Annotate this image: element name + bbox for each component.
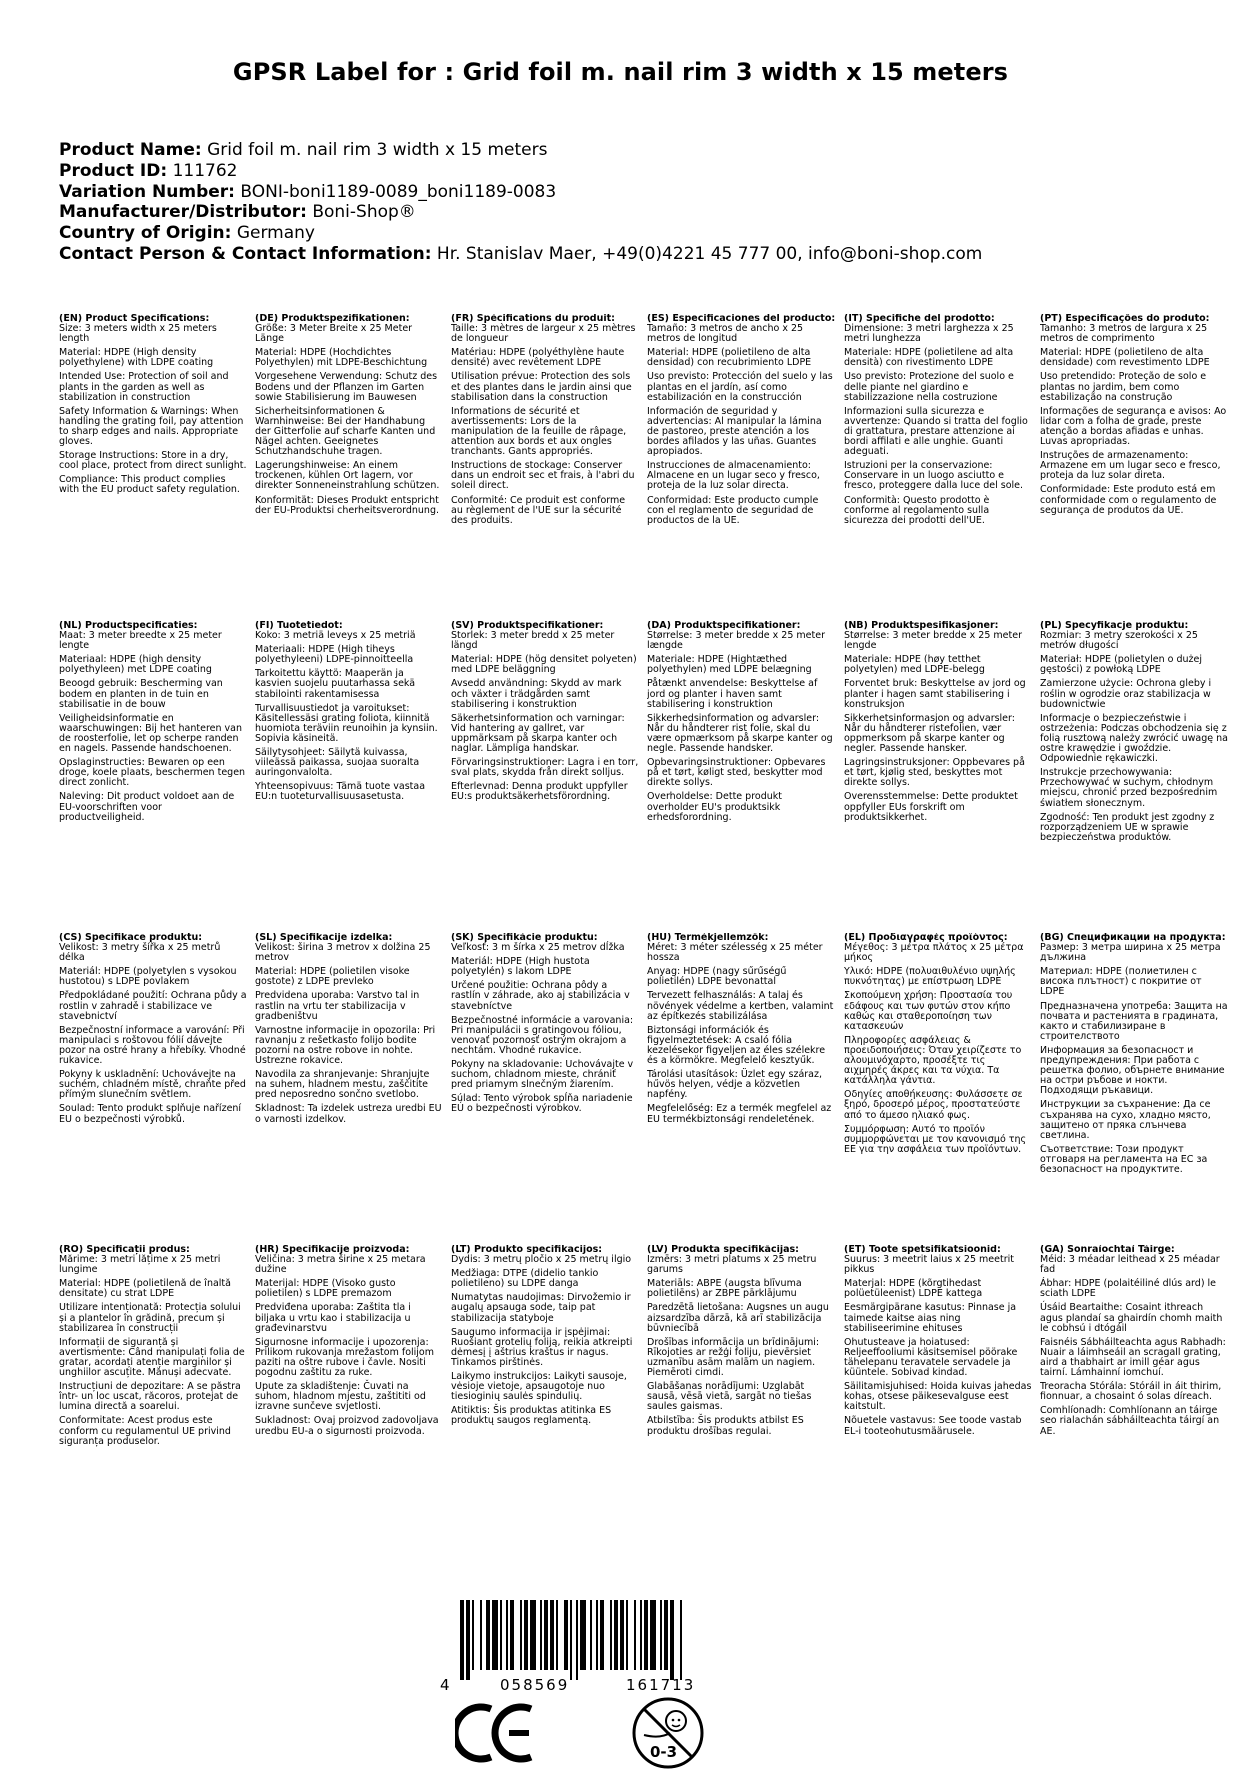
- spec-paragraph: Veiligheidsinformatie en waarschuwingen: Bij het hanteren van de roosterfolie, let op scherpe randen en nagels. Passende handschoenen.: [59, 712, 242, 755]
- spec-paragraph: Varnostne informacije in opozorila: Pri ravnanju z rešetkasto folijo bodite pozorni na ostre robove in nohte. Ustrezne rokavice.: [255, 1024, 436, 1067]
- spec-paragraph: Съответствие: Този продукт отговаря на регламента на ЕС за безопасност на продуктите.: [1040, 1143, 1208, 1175]
- spec-paragraph: Informazioni sulla sicurezza e avvertenze: Quando si tratta del foglio di grattatura, prestare attenzione ai bordi affilati e alle unghie. Guanti adeguati.: [844, 405, 1028, 458]
- spec-paragraph: Storlek: 3 meter bredd x 25 meter längd: [451, 630, 615, 652]
- spec-paragraph: Säilytysohjeet: Säilytä kuivassa, viileässä paikassa, suojaa suoralta auringonvalolta.: [255, 747, 420, 779]
- spec-paragraph: Compliance: This product complies with the EU product safety regulation.: [59, 474, 240, 496]
- spec-paragraph: Instrukcje przechowywania: Przechowywać w suchym, chłodnym miejscu, chronić przed bezpośrednim światłem słonecznym.: [1040, 767, 1218, 809]
- spec-paragraph: Naleving: Dit product voldoet aan de EU-voorschriften voor productveiligheid.: [59, 791, 235, 823]
- info-value: Boni-Shop®: [312, 202, 416, 223]
- barcode-bar: [670, 1600, 674, 1680]
- spec-heading: (FR) Spécifications du produit:: [451, 314, 615, 324]
- barcode-bar: [460, 1600, 464, 1680]
- spec-paragraph: Zamierzone użycie: Ochrona gleby i roślin w ogrodzie oraz stabilizacja w budownictwie: [1040, 678, 1212, 710]
- barcode-digits-right: 161713: [626, 1676, 696, 1694]
- spec-paragraph: Beoogd gebruik: Bescherming van bodem en planten in de tuin en stabilisatie in de bouw: [59, 678, 223, 710]
- spec-paragraph: Matériau: HDPE (polyéthylène haute densité) avec revêtement LDPE: [451, 347, 625, 369]
- spec-paragraph: Conformitate: Acest produs este conform cu regulamentul UE privind siguranța produselor.: [59, 1415, 231, 1447]
- spec-paragraph: Vorgesehene Verwendung: Schutz des Bodens und der Pflanzen im Garten sowie Stabilisierung im Bauwesen: [255, 371, 438, 403]
- spec-paragraph: Biztonsági információk és figyelmeztetések: A csaló fólia kezelésekor figyeljen az éles szélekre és a körmökre. Megfelelő kesztyűk.: [647, 1024, 826, 1067]
- spec-paragraph: Megfelelőség: Ez a termék megfelel az EU termékbiztonsági rendeletének.: [647, 1103, 832, 1125]
- spec-block: [451, 933, 639, 1233]
- spec-paragraph: Utilisation prévue: Protection des sols et des plantes dans le jardin ainsi que stabilisation dans la construction: [451, 371, 632, 403]
- spec-paragraph: Izmērs: 3 metri platums x 25 metru garums: [647, 1254, 817, 1276]
- spec-paragraph: Intended Use: Protection of soil and plants in the garden as well as stabilization in construction: [59, 371, 229, 403]
- spec-heading: (HU) Termékjellemzők:: [647, 933, 769, 943]
- spec-paragraph: Ohutusteave ja hoiatused: Reljeeffooliumi käsitsemisel pöörake tähelepanu teravatele servadele ja küüntele. Sobivad kindad.: [844, 1336, 1018, 1379]
- spec-paragraph: Conformidad: Este producto cumple con el reglamento de seguridad de productos de la UE.: [647, 494, 819, 526]
- spec-paragraph: Lagringsinstruksjoner: Oppbevares på et tørt, kjølig sted, beskyttes mot direkte sollys.: [844, 757, 1025, 789]
- barcode-bar: [620, 1600, 624, 1670]
- spec-paragraph: Atitiktis: Šis produktas atitinka ES produktų saugos reglamentą.: [451, 1405, 612, 1427]
- spec-paragraph: Avsedd användning: Skydd av mark och växter i trädgården samt stabilisering i konstruktion: [451, 678, 622, 710]
- spec-paragraph: Πληροφορίες ασφάλειας & προειδοποιήσεις: Όταν χειρίζεστε το αλουμινόχαρτο, προσέξτε τις αιχμηρές άκρες και τα νύχια. Τα κατάλληλα γάντια.: [844, 1034, 1022, 1087]
- spec-heading: (RO) Specificații produs:: [59, 1245, 190, 1255]
- spec-paragraph: Tervezett felhasználás: A talaj és növények védelme a kertben, valamint az építkezés stabilizálása: [647, 990, 834, 1022]
- spec-heading: (SL) Specifikacije izdelka:: [255, 933, 393, 943]
- barcode-bar: [626, 1600, 628, 1670]
- spec-paragraph: Размер: 3 метра ширина x 25 метра дължина: [1040, 942, 1221, 964]
- spec-paragraph: Anyag: HDPE (nagy sűrűségű polietilén) LDPE bevonattal: [647, 966, 787, 988]
- barcode-bar: [664, 1600, 668, 1670]
- barcode-digits-left: 058569: [500, 1676, 570, 1694]
- info-label: Variation Number:: [59, 181, 235, 202]
- spec-paragraph: Συμμόρφωση: Αυτό το προϊόν συμμορφώνεται με τον κανονισμό της ΕΕ για την ασφάλεια των προϊόντων.: [844, 1123, 1027, 1155]
- barcode-bar: [590, 1600, 592, 1670]
- spec-paragraph: Forventet bruk: Beskyttelse av jord og planter i hagen samt stabilisering i konstruksjon: [844, 678, 1026, 710]
- spec-block: [844, 933, 1032, 1233]
- barcode-bar: [576, 1600, 578, 1680]
- spec-paragraph: Conformité: Ce produit est conforme au règlement de l'UE sur la sécurité des produits.: [451, 494, 626, 526]
- spec-heading: (FI) Tuotetiedot:: [255, 621, 343, 631]
- spec-paragraph: Material: HDPE (polietileno de alta densidad) con recubrimiento LDPE: [647, 347, 812, 369]
- spec-paragraph: Tamaño: 3 metros de ancho x 25 metros de longitud: [647, 323, 804, 345]
- spec-heading: (CS) Specifikace produktu:: [59, 933, 203, 943]
- info-row: [59, 223, 982, 244]
- barcode-bar: [530, 1600, 536, 1670]
- ce-mark-icon: [455, 1703, 537, 1763]
- barcode-bar: [596, 1600, 598, 1670]
- spec-heading: (SK) Špecifikácie produktu:: [451, 933, 598, 943]
- spec-paragraph: Mărime: 3 metri lățime x 25 metri lungime: [59, 1254, 221, 1276]
- spec-block: [844, 621, 1032, 921]
- spec-paragraph: Instrucciones de almacenamiento: Almacene en un lugar seco y fresco, proteja de la luz solar directa.: [647, 460, 820, 492]
- info-row: [59, 202, 982, 223]
- spec-paragraph: Instructions de stockage: Conserver dans un endroit sec et frais, à l'abri du soleil direct.: [451, 460, 635, 492]
- info-value: 111762: [172, 160, 238, 181]
- spec-paragraph: Numatytas naudojimas: Dirvožemio ir augalų apsauga sode, taip pat stabilizacija statyboje: [451, 1292, 631, 1324]
- spec-paragraph: Úsáid Beartaithe: Cosaint ithreach agus plandaí sa ghairdín chomh maith le cobhsú i dtógáil: [1040, 1302, 1223, 1334]
- spec-paragraph: Información de seguridad y advertencias: Al manipular la lámina de pastoreo, preste atención a los bordes afilados y las uñas. Guantes apropiados.: [647, 405, 822, 458]
- spec-block: [255, 933, 443, 1233]
- spec-paragraph: Uso previsto: Protezione del suolo e delle piante nel giardino e stabilizzazione nella costruzione: [844, 371, 1014, 403]
- spec-paragraph: Σκοπούμενη χρήση: Προστασία του εδάφους και των φυτών στον κήπο καθώς και σταθεροποίηση των κατασκευών: [844, 990, 1013, 1032]
- spec-block: [1040, 314, 1228, 614]
- spec-paragraph: Υλικό: HDPE (πολυαιθυλένιο υψηλής πυκνότητας) με επίστρωση LDPE: [844, 966, 1016, 988]
- spec-paragraph: Medžiaga: DTPE (didelio tankio polietileno) su LDPE danga: [451, 1268, 599, 1290]
- spec-paragraph: Predviđena uporaba: Zaštita tla i biljaka u vrtu kao i stabilizacija u građevinarstvu: [255, 1302, 411, 1334]
- spec-paragraph: Treoracha Stórála: Stóráil in áit thirim, fionnuar, a chosaint ó solas díreach.: [1040, 1381, 1222, 1403]
- barcode-bar: [644, 1600, 648, 1670]
- spec-paragraph: Materiál: HDPE (High hustota polyetylén) s lakom LDPE: [451, 956, 590, 978]
- spec-paragraph: Sikkerhetsinformasjon og advarsler: Når du håndterer ristefolien, vær oppmerksom på skarpe kanter og negler. Passende hansker.: [844, 712, 1015, 755]
- spec-paragraph: Påtænkt anvendelse: Beskyttelse af jord og planter i haven samt stabilisering i konstruktion: [647, 678, 818, 710]
- spec-heading: (LV) Produkta specifikācijas:: [647, 1245, 799, 1255]
- spec-paragraph: Soulad: Tento produkt splňuje nařízení EU o bezpečnosti výrobků.: [59, 1103, 242, 1125]
- spec-paragraph: Size: 3 meters width x 25 meters length: [59, 323, 217, 345]
- spec-paragraph: Pokyny k uskladnění: Uchovávejte na suchém, chladném místě, chraňte před přímým slunečním světlem.: [59, 1069, 246, 1101]
- barcode-bar: [640, 1600, 642, 1670]
- spec-paragraph: Conformidade: Este produto está em conformidade com o regulamento de segurança de produtos da UE.: [1040, 484, 1217, 516]
- spec-paragraph: Saugumo informacija ir įspėjimai: Ruošiant grotelių foliją, reikia atkreipti dėmesį į aštrius kraštus ir nagus. Tinkamos pirštinės.: [451, 1326, 633, 1368]
- spec-paragraph: Informations de sécurité et avertissements: Lors de la manipulation de la feuille de râpage, attention aux bords et aux ongles tranchants. Gants appropriés.: [451, 405, 627, 458]
- spec-block: [59, 314, 247, 614]
- barcode-bar: [480, 1600, 482, 1670]
- spec-block: [647, 1245, 835, 1545]
- spec-paragraph: Materiāls: ABPE (augsta blīvuma polietilēns) ar ZBPE pārklājumu: [647, 1278, 802, 1300]
- barcode-bar: [564, 1600, 568, 1670]
- spec-paragraph: Størrelse: 3 meter bredde x 25 meter længde: [647, 630, 825, 652]
- spec-paragraph: Instruções de armazenamento: Armazene em um lugar seco e fresco, proteja da luz solar direta.: [1040, 450, 1221, 482]
- spec-paragraph: Bezpečnostné informácie a varovania: Pri manipulácii s gratingovou fóliou, venovať pozornosť ostrým okrajom a nechtám. Vhodné rukavice.: [451, 1014, 634, 1056]
- spec-paragraph: Materiaal: HDPE (high density polyethyleen) met LDPE coating: [59, 654, 212, 676]
- spec-block: [451, 314, 639, 614]
- info-label: Manufacturer/Distributor:: [59, 202, 307, 223]
- spec-block: [59, 1245, 247, 1545]
- spec-heading: (BG) Спецификации на продукта:: [1040, 933, 1226, 943]
- spec-paragraph: Yhteensopivuus: Tämä tuote vastaa EU:n tuoteturvallisuusasetusta.: [255, 781, 426, 803]
- spec-heading: (DE) Produktspezifikationen:: [255, 314, 410, 324]
- spec-paragraph: Material: HDPE (polietilen visoke gostote) z LDPE prevleko: [255, 966, 410, 988]
- spec-paragraph: Μέγεθος: 3 μέτρα πλάτος x 25 μέτρα μήκος: [844, 942, 1024, 964]
- spec-paragraph: Eesmärgipärane kasutus: Pinnase ja taimede kaitse aias ning stabiliseerimine ehituses: [844, 1302, 1017, 1334]
- barcode-bar: [472, 1600, 474, 1670]
- spec-heading: (DA) Produktspecifikationer:: [647, 621, 801, 631]
- spec-block: [844, 1245, 1032, 1545]
- spec-paragraph: Súlad: Tento výrobok spĺňa nariadenie EÚ o bezpečnosti výrobkov.: [451, 1093, 633, 1115]
- spec-paragraph: Säkerhetsinformation och varningar: Vid hantering av gallret, var uppmärksam på skarpa kanter och naglar. Lämpliga handskar.: [451, 712, 625, 755]
- spec-block: [59, 933, 247, 1233]
- spec-paragraph: Istruzioni per la conservazione: Conservare in un luogo asciutto e fresco, proteggere dalla luce del sole.: [844, 460, 1024, 492]
- spec-paragraph: Suurus: 3 meetrit laius x 25 meetrit pikkus: [844, 1254, 1014, 1276]
- spec-paragraph: Utilizare intenționată: Protecția solului și a plantelor în grădină, precum și stabilizarea în construcții: [59, 1302, 241, 1334]
- info-value: Grid foil m. nail rim 3 width x 15 meters: [207, 140, 548, 160]
- spec-paragraph: Sikkerhedsinformation og advarsler: Når du håndterer rist folie, skal du være opmærksom på skarpe kanter og negle. Passende handsker.: [647, 712, 833, 755]
- spec-heading: (PL) Specyfikacje produktu:: [1040, 621, 1189, 631]
- spec-paragraph: Conformità: Questo prodotto è conforme al regolamento sulla sicurezza dei prodotti dell'UE.: [844, 494, 990, 526]
- barcode-bar: [600, 1600, 604, 1670]
- spec-paragraph: Safety Information & Warnings: When handling the grating foil, pay attention to sharp edges and nails. Appropriate gloves.: [59, 405, 244, 448]
- spec-block: [255, 621, 443, 921]
- info-row: [59, 244, 982, 265]
- spec-paragraph: Οδηγίες αποθήκευσης: Φυλάσσετε σε ξηρό, δροσερό μέρος, προστατεύστε από το άμεσο ηλιακό φως.: [844, 1089, 1023, 1121]
- spec-paragraph: Material: HDPE (polietileno de alta densidade) com revestimento LDPE: [1040, 347, 1210, 369]
- spec-paragraph: Dimensione: 3 metri larghezza x 25 metri lunghezza: [844, 323, 1014, 345]
- spec-heading: (IT) Specifiche del prodotto:: [844, 314, 995, 324]
- spec-paragraph: Maat: 3 meter breedte x 25 meter lengte: [59, 630, 222, 652]
- barcode-bar: [614, 1600, 618, 1670]
- spec-paragraph: Materiale: HDPE (polietilene ad alta densità) con rivestimento LDPE: [844, 347, 1014, 369]
- info-row: [59, 161, 982, 182]
- spec-paragraph: Materijal: HDPE (Visoko gusto polietilen) s LDPE premazom: [255, 1278, 396, 1300]
- barcode-digit-1: 4: [440, 1676, 450, 1694]
- spec-paragraph: Tárolási utasítások: Üzlet egy száraz, hűvös helyen, védje a közvetlen napfény.: [647, 1069, 822, 1101]
- spec-heading: (ES) Especificaciones del producto:: [647, 314, 835, 324]
- spec-paragraph: Materiale: HDPE (Hightæthed polyethylen) med LDPE belægning: [647, 654, 812, 676]
- barcode-bar: [544, 1600, 548, 1670]
- spec-paragraph: Laikymo instrukcijos: Laikyti sausoje, vėsioje vietoje, apsaugotoje nuo tiesioginių saulės spindulių.: [451, 1371, 627, 1403]
- spec-paragraph: Информация за безопасност и предупреждения: При работа с решетка фолио, обърнете внимание на остри ръбове и нокти. Подходящи ръкавици.: [1040, 1044, 1225, 1097]
- info-value: BONI-boni1189-0089_boni1189-0083: [240, 181, 557, 202]
- spec-block: [451, 621, 639, 921]
- page-title: GPSR Label for : Grid foil m. nail rim 3 width x 15 meters: [232, 58, 1009, 86]
- barcode-bar: [492, 1600, 498, 1670]
- spec-paragraph: Bezpečnostní informace a varování: Při manipulaci s roštovou fólií dávejte pozor na ostré hrany a hřebíky. Vhodné rukavice.: [59, 1024, 246, 1067]
- spec-paragraph: Материал: HDPE (полиетилен с висока плътност) с покритие от LDPE: [1040, 966, 1202, 998]
- spec-paragraph: Säilitamisjuhised: Hoida kuivas jahedas kohas, otsese päikesevalguse eest kaitstult.: [844, 1381, 1032, 1413]
- spec-paragraph: Предназначена употреба: Защита на почвата и растенията в градината, както и стабилизиране в строителството: [1040, 1000, 1228, 1042]
- spec-paragraph: Zgodność: Ten produkt jest zgodny z rozporządzeniem UE w sprawie bezpieczeństwa produktów.: [1040, 811, 1215, 843]
- spec-paragraph: Materjal: HDPE (kõrgtihedast polüetüleenist) LDPE kattega: [844, 1278, 983, 1300]
- barcode-bar: [520, 1600, 522, 1670]
- spec-block: [844, 314, 1032, 614]
- spec-paragraph: Predvidena uporaba: Varstvo tal in rastlin na vrtu ter stabilizacija v gradbeništvu: [255, 990, 420, 1022]
- spec-paragraph: Upute za skladištenje: Čuvati na suhom, hladnom mjestu, zaštititi od izravne sunčeve svjetlosti.: [255, 1381, 426, 1413]
- spec-paragraph: Navodila za shranjevanje: Shranjujte na suhem, hladnem mestu, zaščitite pred neposredno sončno svetlobo.: [255, 1069, 430, 1101]
- spec-heading: (GA) Sonraíochtaí Táirge:: [1040, 1245, 1175, 1255]
- spec-paragraph: Atbilstība: Šis produkts atbilst ES produktu drošības regulai.: [647, 1415, 804, 1437]
- ean-barcode: [440, 1600, 770, 1695]
- spec-paragraph: Předpokládané použití: Ochrana půdy a rostlin v zahradě i stabilizace ve stavebnictví: [59, 990, 247, 1022]
- spec-paragraph: Koko: 3 metriä leveys x 25 metriä: [255, 630, 416, 642]
- barcode-bar: [540, 1600, 542, 1670]
- barcode-bar: [510, 1600, 514, 1670]
- spec-paragraph: Opbevaringsinstruktioner: Opbevares på et tørt, køligt sted, beskytter mod direkte sollys.: [647, 757, 826, 789]
- barcode-bar: [580, 1600, 586, 1670]
- spec-paragraph: Skladnost: Ta izdelek ustreza uredbi EU o varnosti izdelkov.: [255, 1103, 442, 1125]
- spec-heading: (NL) Productspecificaties:: [59, 621, 198, 631]
- spec-block: [59, 621, 247, 921]
- info-value: Germany: [236, 223, 315, 244]
- spec-paragraph: Uso pretendido: Proteção de solo e plantas no jardim, bem como estabilização na construção: [1040, 371, 1207, 403]
- spec-paragraph: Faisnéis Sábháilteachta agus Rabhadh: Nuair a láimhseáil an scragall grating, aird a thabhairt ar imill géar agus tairní. Lámhainní iomchuí.: [1040, 1336, 1226, 1379]
- spec-paragraph: Uso previsto: Protección del suelo y las plantas en el jardín, así como estabilización en la construcción: [647, 371, 833, 403]
- spec-paragraph: Material: HDPE (Hochdichtes Polyethylen) mit LDPE-Beschichtung: [255, 347, 428, 369]
- spec-paragraph: Méid: 3 méadar leithead x 25 méadar fad: [1040, 1254, 1220, 1276]
- spec-paragraph: Nõuetele vastavus: See toode vastab EL-i tooteohutusmäärusele.: [844, 1415, 1022, 1437]
- spec-heading: (SV) Produktspecifikationer:: [451, 621, 604, 631]
- barcode-bar: [680, 1600, 682, 1680]
- spec-paragraph: Opslaginstructies: Bewaren op een droge, koele plaats, beschermen tegen direct zonlicht.: [59, 757, 246, 789]
- spec-block: [647, 621, 835, 921]
- info-label: Country of Origin:: [59, 223, 232, 244]
- spec-paragraph: Tamanho: 3 metros de largura x 25 metros de comprimento: [1040, 323, 1208, 345]
- spec-heading: (PT) Especificações do produto:: [1040, 314, 1210, 324]
- spec-paragraph: Méret: 3 méter szélesség x 25 méter hossza: [647, 942, 823, 964]
- spec-paragraph: Informații de siguranță și avertismente: Când manipulați folia de gratar, acordați atenție marginilor și unghiilor ascuțite. Mănuși adecvate.: [59, 1336, 245, 1379]
- spec-paragraph: Rozmiar: 3 metry szerokości x 25 metrów długości: [1040, 630, 1198, 652]
- spec-paragraph: Materiaali: HDPE (High tiheys polyethyleeni) LDPE-pinnoitteella: [255, 644, 414, 666]
- info-row: [59, 140, 982, 161]
- info-label: Contact Person & Contact Information:: [59, 243, 432, 264]
- spec-paragraph: Material: HDPE (High density polyethylene) with LDPE coating: [59, 347, 214, 369]
- barcode-bar: [466, 1600, 470, 1680]
- spec-block: [1040, 1245, 1228, 1545]
- spec-paragraph: Sicherheitsinformationen & Warnhinweise: Bei der Handhabung der Gitterfolie auf scharfe Kanten und Nägel achten. Geeignetes Schutzhandschuhe tragen.: [255, 405, 436, 458]
- barcode-bar: [556, 1600, 558, 1670]
- spec-paragraph: Material: HDPE (hög densitet polyeten) med LDPE beläggning: [451, 654, 637, 676]
- spec-block: [451, 1245, 639, 1545]
- spec-block: [1040, 621, 1228, 921]
- barcode-bar: [506, 1600, 508, 1670]
- spec-paragraph: Pokyny na skladovanie: Uchovávajte v suchom, chladnom mieste, chrániť pred priamym slnečným žiarením.: [451, 1059, 634, 1091]
- spec-paragraph: Taille: 3 mètres de largeur x 25 mètres de longueur: [451, 323, 636, 345]
- spec-heading: (NB) Produktspesifikasjoner:: [844, 621, 999, 631]
- spec-paragraph: Informacje o bezpieczeństwie i ostrzeżenia: Podczas obchodzenia się z folią rusztową należy zwrócić uwagę na ostre krawędzie i gwoździe. Odpowiednie rękawiczki.: [1040, 712, 1228, 765]
- not-for-children-0-3-icon: [630, 1695, 706, 1771]
- barcode-bar: [570, 1600, 572, 1680]
- age-warning-label: 0-3: [650, 1743, 678, 1761]
- spec-heading: (HR) Specifikacije proizvoda:: [255, 1245, 410, 1255]
- spec-paragraph: Lagerungshinweise: An einem trockenen, kühlen Ort lagern, vor direkter Sonneneinstrahlung schützen.: [255, 460, 440, 492]
- info-value: Hr. Stanislav Maer, +49(0)4221 45 777 00, info@boni-shop.com: [436, 243, 983, 264]
- info-label: Product ID:: [59, 160, 168, 181]
- spec-block: [647, 314, 835, 614]
- spec-paragraph: Tarkoitettu käyttö: Maaperän ja kasvien suojelu puutarhassa sekä stabilointi rakentamisessa: [255, 668, 416, 700]
- spec-paragraph: Materiál: HDPE (polyetylen s vysokou hustotou) s LDPE povlakem: [59, 966, 237, 988]
- barcode-bar: [610, 1600, 612, 1670]
- spec-paragraph: Velikost: 3 metry šířka x 25 metrů délka: [59, 942, 221, 964]
- spec-heading: (LT) Produkto specifikacijos:: [451, 1245, 603, 1255]
- spec-paragraph: Storage Instructions: Store in a dry, cool place, protect from direct sunlight.: [59, 450, 247, 472]
- spec-paragraph: Velikost: širina 3 metrov x dolžina 25 metrov: [255, 942, 431, 964]
- spec-heading: (ET) Toote spetsifikatsioonid:: [844, 1245, 1001, 1255]
- spec-paragraph: Určené použitie: Ochrana pôdy a rastlín v záhrade, ako aj stabilizácia v stavebníctve: [451, 980, 630, 1012]
- spec-heading: (EN) Product Specifications:: [59, 314, 210, 324]
- spec-paragraph: Veličina: 3 metra širine x 25 metara dužine: [255, 1254, 426, 1276]
- barcode-bar: [486, 1600, 490, 1670]
- spec-paragraph: Materiał: HDPE (polietylen o dużej gęstości) z powłoką LDPE: [1040, 654, 1202, 676]
- spec-paragraph: Sigurnosne informacije i upozorenja: Prilikom rukovanja mrežastom folijom paziti na oštre rubove i čavle. Nositi pogodnu zaštitu za ruke.: [255, 1336, 434, 1379]
- spec-paragraph: Informações de segurança e avisos: Ao lidar com a folha de grade, preste atenção a bordas afiadas e unhas. Luvas apropriadas.: [1040, 405, 1227, 448]
- spec-paragraph: Förvaringsinstruktioner: Lagra i en torr, sval plats, skydda från direkt solljus.: [451, 757, 639, 779]
- spec-paragraph: Drošības informācija un brīdinājumi: Rīkojoties ar režģi foliju, pievērsiet uzmanību asām malām un nagiem. Piemēroti cimdi.: [647, 1336, 820, 1379]
- spec-heading: (EL) Προδιαγραφές προϊόντος:: [844, 933, 1008, 943]
- spec-paragraph: Veľkosť: 3 m šírka x 25 metrov dĺžka: [451, 942, 625, 954]
- spec-paragraph: Konformität: Dieses Produkt entspricht der EU-Produktsi cherheitsverordnung.: [255, 494, 440, 516]
- spec-paragraph: Größe: 3 Meter Breite x 25 Meter Länge: [255, 323, 413, 345]
- spec-paragraph: Sukladnost: Ovaj proizvod zadovoljava uredbu EU-a o sigurnosti proizvoda.: [255, 1415, 439, 1437]
- barcode-bar: [500, 1600, 502, 1670]
- spec-block: [255, 1245, 443, 1545]
- spec-paragraph: Инструкции за съхранение: Да се съхранява на сухо, хладно място, защитено от пряка слънчева светлина.: [1040, 1099, 1211, 1141]
- product-info: [59, 140, 982, 265]
- spec-paragraph: Instrucțiuni de depozitare: A se păstra într- un loc uscat, răcoros, protejat de lumina directă a soarelui.: [59, 1381, 241, 1413]
- spec-paragraph: Ábhar: HDPE (polaitéiliné dlús ard) le sciath LDPE: [1040, 1278, 1217, 1300]
- spec-paragraph: Turvallisuustiedot ja varoitukset: Käsitellessäsi grating foliota, kiinnitä huomiota teräviin reunoihin ja kynsiin. Sopivia käsineitä.: [255, 702, 438, 744]
- spec-paragraph: Dydis: 3 metrų pločio x 25 metrų ilgio: [451, 1254, 632, 1266]
- info-label: Product Name:: [59, 140, 202, 160]
- spec-paragraph: Materiale: HDPE (høy tetthet polyetylen) med LDPE-belegg: [844, 654, 985, 676]
- spec-paragraph: Glabāšanas norādījumi: Uzglabāt sausā, vēsā vietā, sargāt no tiešas saules gaismas.: [647, 1381, 812, 1413]
- spec-paragraph: Comhlíonadh: Comhlíonann an táirge seo rialachán sábháilteachta táirgí an AE.: [1040, 1405, 1220, 1437]
- barcode-bar: [660, 1600, 662, 1670]
- barcode-bar: [634, 1600, 636, 1670]
- spec-block: [647, 933, 835, 1233]
- info-row: [59, 182, 982, 203]
- spec-paragraph: Material: HDPE (polietilenă de înaltă densitate) cu strat LDPE: [59, 1278, 231, 1300]
- spec-block: [255, 314, 443, 614]
- spec-paragraph: Paredzētā lietošana: Augsnes un augu aizsardzība dārzā, kā arī stabilizācija būvniecībā: [647, 1302, 829, 1334]
- barcode-bar: [524, 1600, 528, 1670]
- spec-paragraph: Overensstemmelse: Dette produktet oppfyller EUs forskrift om produktsikkerhet.: [844, 791, 1018, 823]
- spec-paragraph: Størrelse: 3 meter bredde x 25 meter lengde: [844, 630, 1022, 652]
- barcode-bar: [650, 1600, 656, 1670]
- barcode-bar: [550, 1600, 554, 1670]
- spec-block: [1040, 933, 1228, 1233]
- spec-paragraph: Efterlevnad: Denna produkt uppfyller EU:s produktsäkerhetsförordning.: [451, 781, 628, 803]
- spec-paragraph: Overholdelse: Dette produkt overholder EU's produktsikk erhedsforordning.: [647, 791, 782, 823]
